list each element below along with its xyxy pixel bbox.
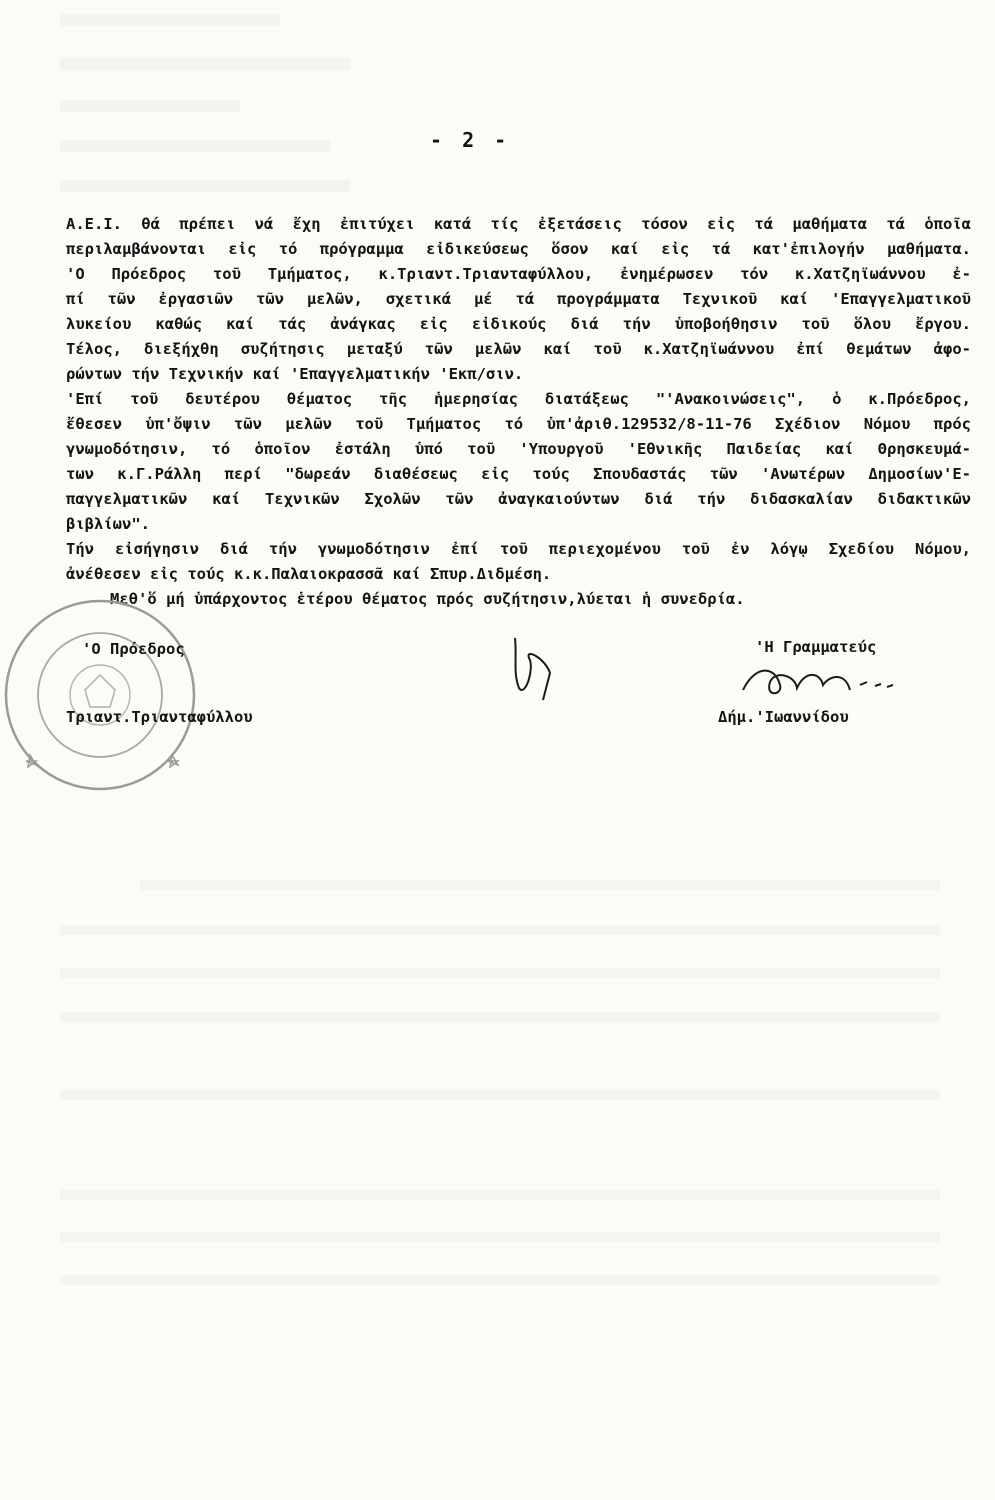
president-name: Τριαντ.Τριανταφύλλου [66,708,253,726]
text-line: γνωμοδότησιν, τό ὁποῖον ἐστάλη ὑπό τοῦ 'Υπουργοῦ 'Εθνικῆς Παιδείας καί Θρησκευμά- [66,440,971,458]
body-text [66,212,971,612]
text-line: λυκείου καθώς καί τάς ἀνάγκας εἰς εἰδικούς διά τήν ὑποβοήθησιν τοῦ ὅλου ἔργου. [66,315,971,333]
bleed-through [60,100,240,112]
bleed-through [60,968,940,978]
bleed-through [60,1190,940,1200]
bleed-through [60,58,350,70]
text-line: 'Ο Πρόεδρος τοῦ Τμήματος, κ.Τριαντ.Τριανταφύλλου, ἐνημέρωσεν τόν κ.Χατζηϊωάννου ἐ- [66,265,971,283]
text-line: ἔθεσεν ὑπ'ὄψιν τῶν μελῶν τοῦ Τμήματος τό ὑπ'ἀριθ.129532/8-11-76 Σχέδιον Νόμου πρός [66,415,971,433]
text-line: Τέλος, διεξήχθη συζήτησις μεταξύ τῶν μελῶν καί τοῦ κ.Χατζηϊωάννου ἐπί θεμάτων ἀφο- [66,340,971,358]
closing-line: Μεθ'ὅ μή ὑπάρχοντος ἑτέρου θέματος πρός συζήτησιν,λύεται ἡ συνεδρία. [110,590,745,608]
bleed-through [60,1090,940,1100]
bleed-through [60,14,280,26]
bleed-through [60,925,940,935]
president-title: 'Ο Πρόεδρος [82,640,185,658]
bleed-through [140,880,940,890]
text-line: περιλαμβάνονται εἰς τό πρόγραμμα εἰδικεύσεως ὅσον καί εἰς τά κατ'ἐπιλογήν μαθήματα. [66,240,971,258]
bleed-through [60,180,350,192]
page-number: - 2 - [430,128,511,152]
text-line: των κ.Γ.Ράλλη περί "δωρεάν διαθέσεως εἰς τούς Σπουδαστάς τῶν 'Ανωτέρων Δημοσίων'Ε- [66,465,971,483]
bleed-through [60,1275,940,1285]
official-stamp [0,595,200,795]
secretary-name: Δήμ.'Ιωαννίδου [718,708,849,726]
bleed-through [60,140,330,152]
text-line: βιβλίων". [66,515,150,533]
president-signature [505,628,565,708]
secretary-signature [735,660,910,705]
text-line: ἀνέθεσεν εἰς τούς κ.κ.Παλαιοκρασσᾶ καί Σπυρ.Διδμέση. [66,565,552,583]
text-line: ρώντων τήν Τεχνικήν καί 'Επαγγελματικήν 'Εκπ/σιν. [66,365,524,383]
bleed-through [60,1232,940,1242]
bleed-through [60,1012,940,1022]
text-line: πί τῶν ἐργασιῶν τῶν μελῶν, σχετικά μέ τά προγράμματα Τεχνικοῦ καί 'Επαγγελματικοῦ [66,290,971,308]
text-line: Τήν εἰσήγησιν διά τήν γνωμοδότησιν ἐπί τοῦ περιεχομένου τοῦ ἐν λόγῳ Σχεδίου Νόμου, [66,540,971,558]
text-line: Α.Ε.Ι. θά πρέπει νά ἔχη ἐπιτύχει κατά τίς ἐξετάσεις τόσον εἰς τά μαθήματα τά ὁποῖα [66,215,971,233]
text-line: 'Επί τοῦ δευτέρου θέματος τῆς ἡμερησίας διατάξεως "'Ανακοινώσεις", ὁ κ.Πρόεδρος, [66,390,971,408]
text-line: παγγελματικῶν καί Τεχνικῶν Σχολῶν τῶν ἀναγκαιούντων διά τήν διδασκαλίαν διδακτικῶν [66,490,971,508]
secretary-title: 'Η Γραμματεύς [755,638,877,656]
